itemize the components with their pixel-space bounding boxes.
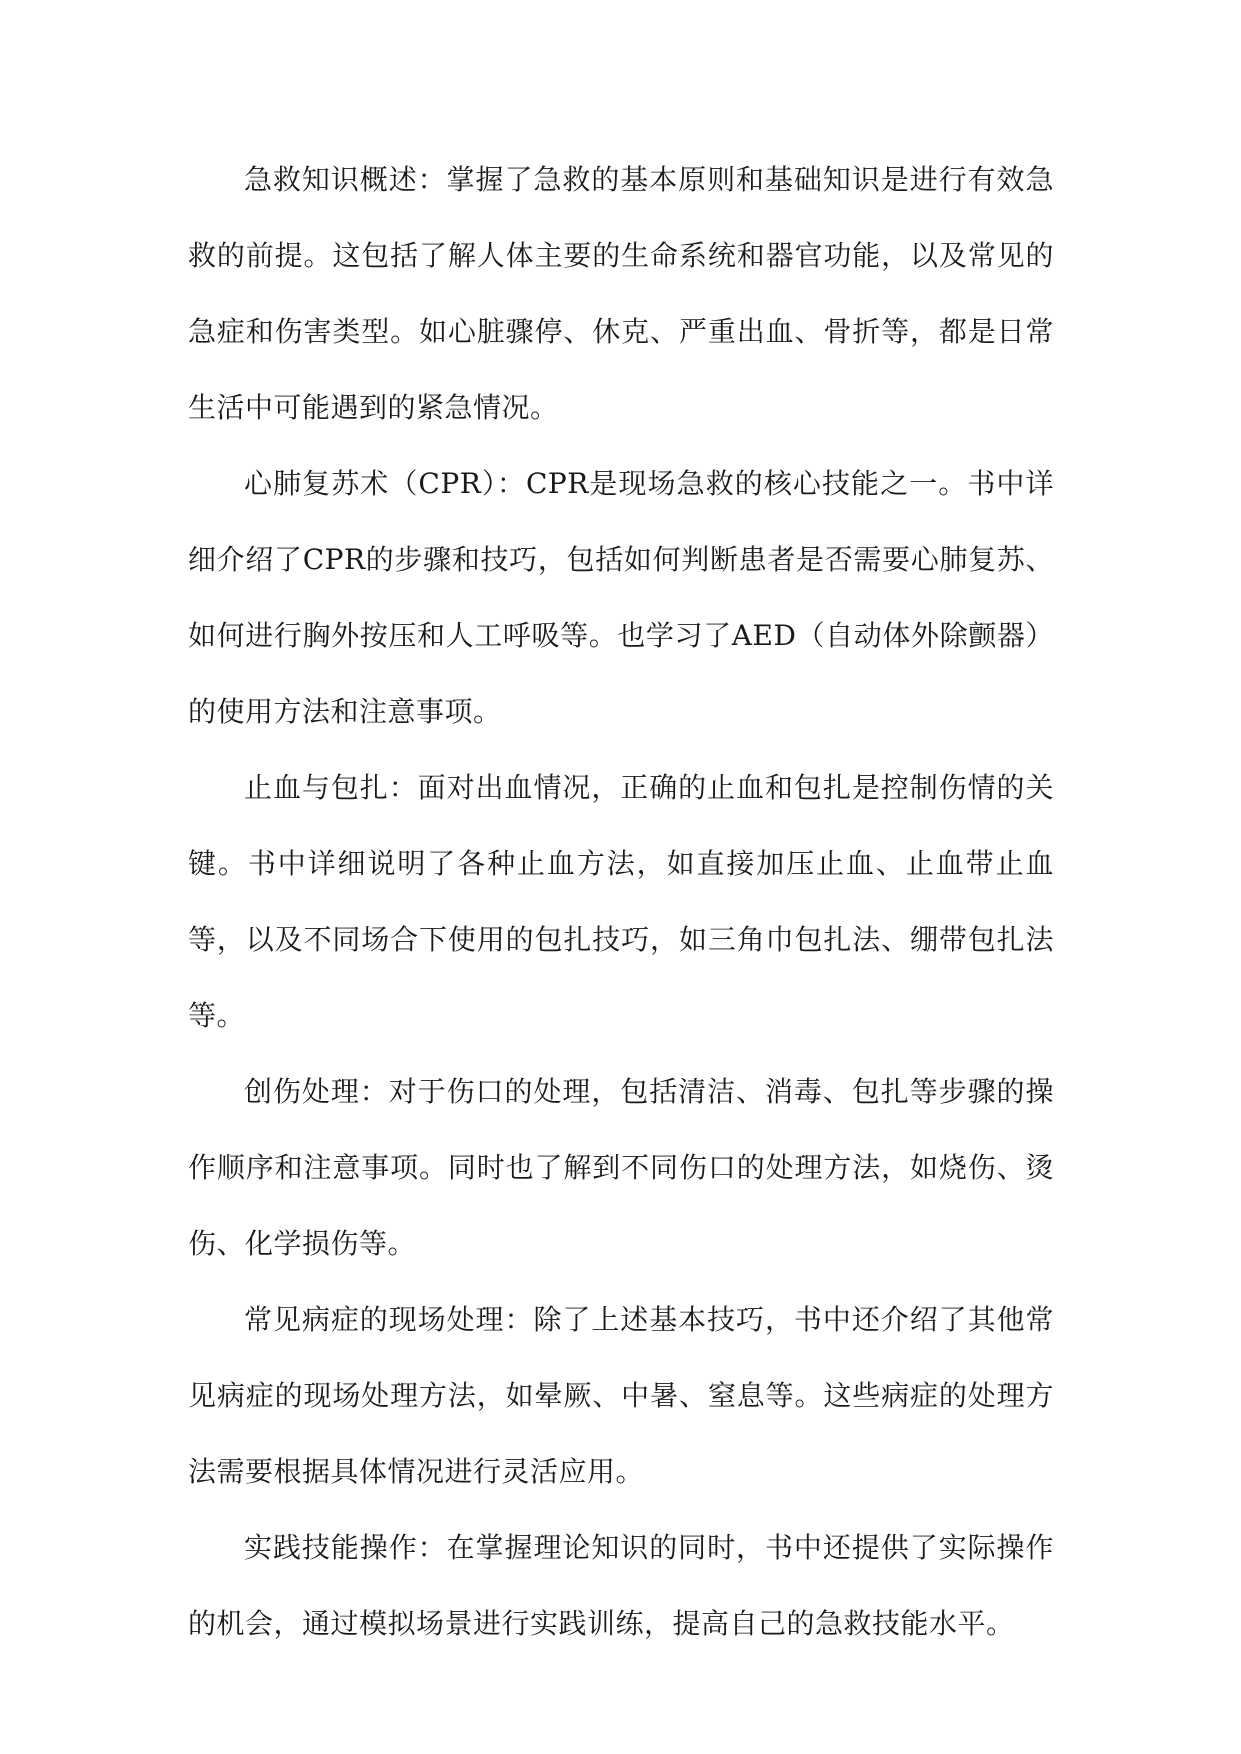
paragraph-cpr: 心肺复苏术（CPR）：CPR是现场急救的核心技能之一。书中详细介绍了CPR的步骤和技巧，包括如何判断患者是否需要心肺复苏、如何进行胸外按压和人工呼吸等。也学习了AED（自动体外除颤器）的使用方法和注意事项。	[188, 467, 1054, 728]
paragraph-common-conditions: 常见病症的现场处理：除了上述基本技巧，书中还介绍了其他常见病症的现场处理方法，如晕厥、中暑、窒息等。这些病症的处理方法需要根据具体情况进行灵活应用。	[188, 1303, 1054, 1488]
paragraph-bleeding-control: 止血与包扎：面对出血情况，正确的止血和包扎是控制伤情的关键。书中详细说明了各种止血方法，如直接加压止血、止血带止血等，以及不同场合下使用的包扎技巧，如三角巾包扎法、绷带包扎法等。	[188, 771, 1054, 1032]
paragraph-wound-care: 创伤处理：对于伤口的处理，包括清洁、消毒、包扎等步骤的操作顺序和注意事项。同时也了解到不同伤口的处理方法，如烧伤、烫伤、化学损伤等。	[188, 1075, 1054, 1260]
paragraph-first-aid-overview: 急救知识概述：掌握了急救的基本原则和基础知识是进行有效急救的前提。这包括了解人体主要的生命系统和器官功能，以及常见的急症和伤害类型。如心脏骤停、休克、严重出血、骨折等，都是日常生活中可能遇到的紧急情况。	[188, 163, 1054, 424]
document-body	[188, 142, 1054, 1662]
paragraph-practical-skills: 实践技能操作：在掌握理论知识的同时，书中还提供了实际操作的机会，通过模拟场景进行实践训练，提高自己的急救技能水平。	[188, 1531, 1054, 1640]
